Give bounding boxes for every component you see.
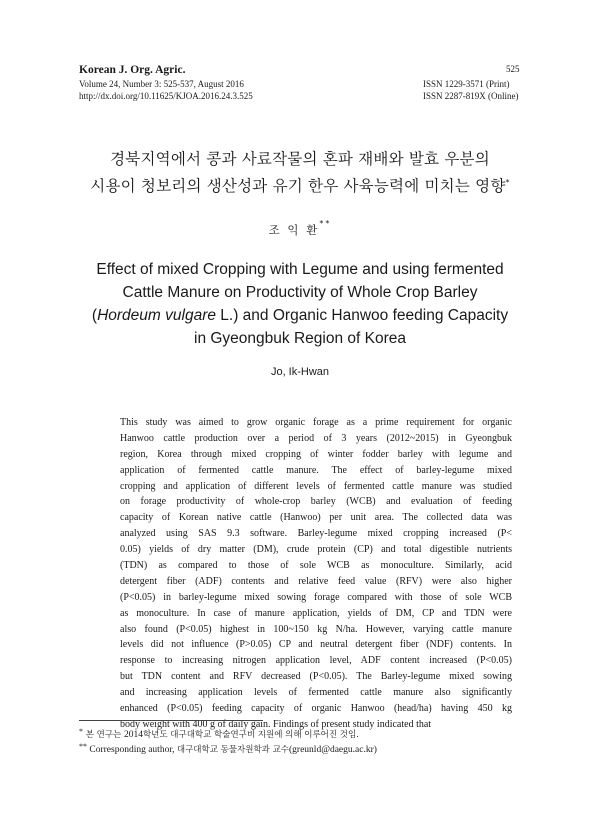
abstract-line: but TDN content and RFV decreased (P<0.05). The Barley-legume mixed sowing <box>120 671 512 683</box>
footnote-corresponding <box>79 744 377 756</box>
footnote-2-marker: ** <box>79 742 87 751</box>
footnote-1-marker: * <box>79 727 83 736</box>
footnote-1-text-b: 학년도 대구대학교 학술연구비 지원에 의해 이루어진 것임. <box>142 730 359 740</box>
english-title-paren: ( <box>91 307 98 324</box>
abstract-line: analyzed using SAS 9.3 software. Barley-legume mixed cropping increased (P< <box>120 528 512 540</box>
footnote-divider <box>79 720 263 721</box>
english-title-line-2: Cattle Manure on Productivity of Whole Crop Barley <box>122 284 478 301</box>
abstract-line: on forage productivity of whole-crop barley (WCB) and evaluation of feeding <box>120 496 512 508</box>
title-footnote-marker: * <box>505 178 510 187</box>
abstract-line: response to increasing nitrogen application level, ADF content increased (P<0.05) <box>120 655 512 667</box>
abstract-line: detergent fiber (ADF) contents and relative feed value (RFV) were also higher <box>120 575 512 587</box>
author-footnote-marker: ** <box>319 219 332 228</box>
abstract-body <box>120 415 512 733</box>
abstract-line: This study was aimed to grow organic forage as a prime requirement for organic <box>120 417 512 428</box>
abstract-line: region, Korea through mixed cropping of winter fodder barley with legume and <box>120 448 512 460</box>
issn-online: ISSN 2287-819X (Online) <box>423 91 519 101</box>
english-title-line-3-rest: L.) and Organic Hanwoo feeding Capacity <box>215 307 509 324</box>
korean-author-name: 조 익 환 <box>268 223 320 237</box>
english-author: Jo, Ik-Hwan <box>270 366 330 378</box>
korean-title-line-2 <box>60 176 540 196</box>
korean-author <box>200 219 400 238</box>
page-number: 525 <box>506 64 520 74</box>
abstract-line: (P<0.05) in barley-legume mixed sowing forage compared with those of sole WCB <box>120 591 512 603</box>
english-title-line-1: Effect of mixed Cropping with Legume and using fermented <box>96 261 504 278</box>
issn-print: ISSN 1229-3571 (Print) <box>423 79 510 89</box>
abstract-line: 0.05) yields of dry matter (DM), crude protein (CP) and total digestible nutrients <box>120 544 512 556</box>
footnote-2-email[interactable]: (greunld@daegu.ac.kr) <box>289 745 377 755</box>
english-title-line-3 <box>60 307 540 325</box>
abstract-line: capacity of Korean native cattle (Hanwoo) per unit area. The collected data was <box>120 512 512 524</box>
abstract-line: as monoculture. In case of manure application, yields of DM, CP and TDN were <box>120 607 512 619</box>
doi-link[interactable]: http://dx.doi.org/10.11625/KJOA.2016.24.3.525 <box>79 91 253 101</box>
korean-title-line-1: 경북지역에서 콩과 사료작물의 혼파 재배와 발효 우분의 <box>110 150 490 168</box>
footnote-funding <box>79 729 359 741</box>
korean-title-line-2-text: 시용이 청보리의 생산성과 유기 한우 사육능력에 미치는 영향 <box>90 177 506 195</box>
footnote-2-label: Corresponding author, <box>87 745 177 755</box>
abstract-line: cropping and application of different levels of fermented cattle manure was studied <box>120 480 512 492</box>
abstract-line: body weight with 400 g of daily gain. Findings of present study indicated that <box>120 718 432 730</box>
abstract-line: also found (P<0.05) highest in 100~150 kg N/ha. However, varying cattle manure <box>120 623 512 635</box>
abstract-line: Hanwoo cattle production over a period of 3 years (2012~2015) in Gyeongbuk <box>120 432 512 444</box>
footnote-1-year: 2014 <box>123 730 143 740</box>
abstract-line: application of fermented cattle manure. The effect of barley-legume mixed <box>120 464 512 476</box>
abstract-line: enhanced (P<0.05) feeding capacity of organic Hanwoo (head/ha) having 450 kg <box>120 703 512 715</box>
species-name: Hordeum vulgare <box>97 307 216 324</box>
abstract-line: levels did not influence (P>0.05) CP and neutral detergent fiber (NDF) contents. In <box>120 639 512 651</box>
footnote-1-text-a: 본 연구는 <box>83 730 124 740</box>
abstract-line: and increasing application levels of fermented cattle manure also significantly <box>120 687 512 699</box>
english-title-line-4: in Gyeongbuk Region of Korea <box>194 330 406 347</box>
journal-name: Korean J. Org. Agric. <box>79 64 186 76</box>
footnote-2-affiliation: 대구대학교 동물자원학과 교수 <box>176 745 290 755</box>
volume-info: Volume 24, Number 3: 525-537, August 2016 <box>79 79 244 89</box>
abstract-line: (TDN) as compared to those of sole WCB as monoculture. Similarly, acid <box>120 560 512 572</box>
